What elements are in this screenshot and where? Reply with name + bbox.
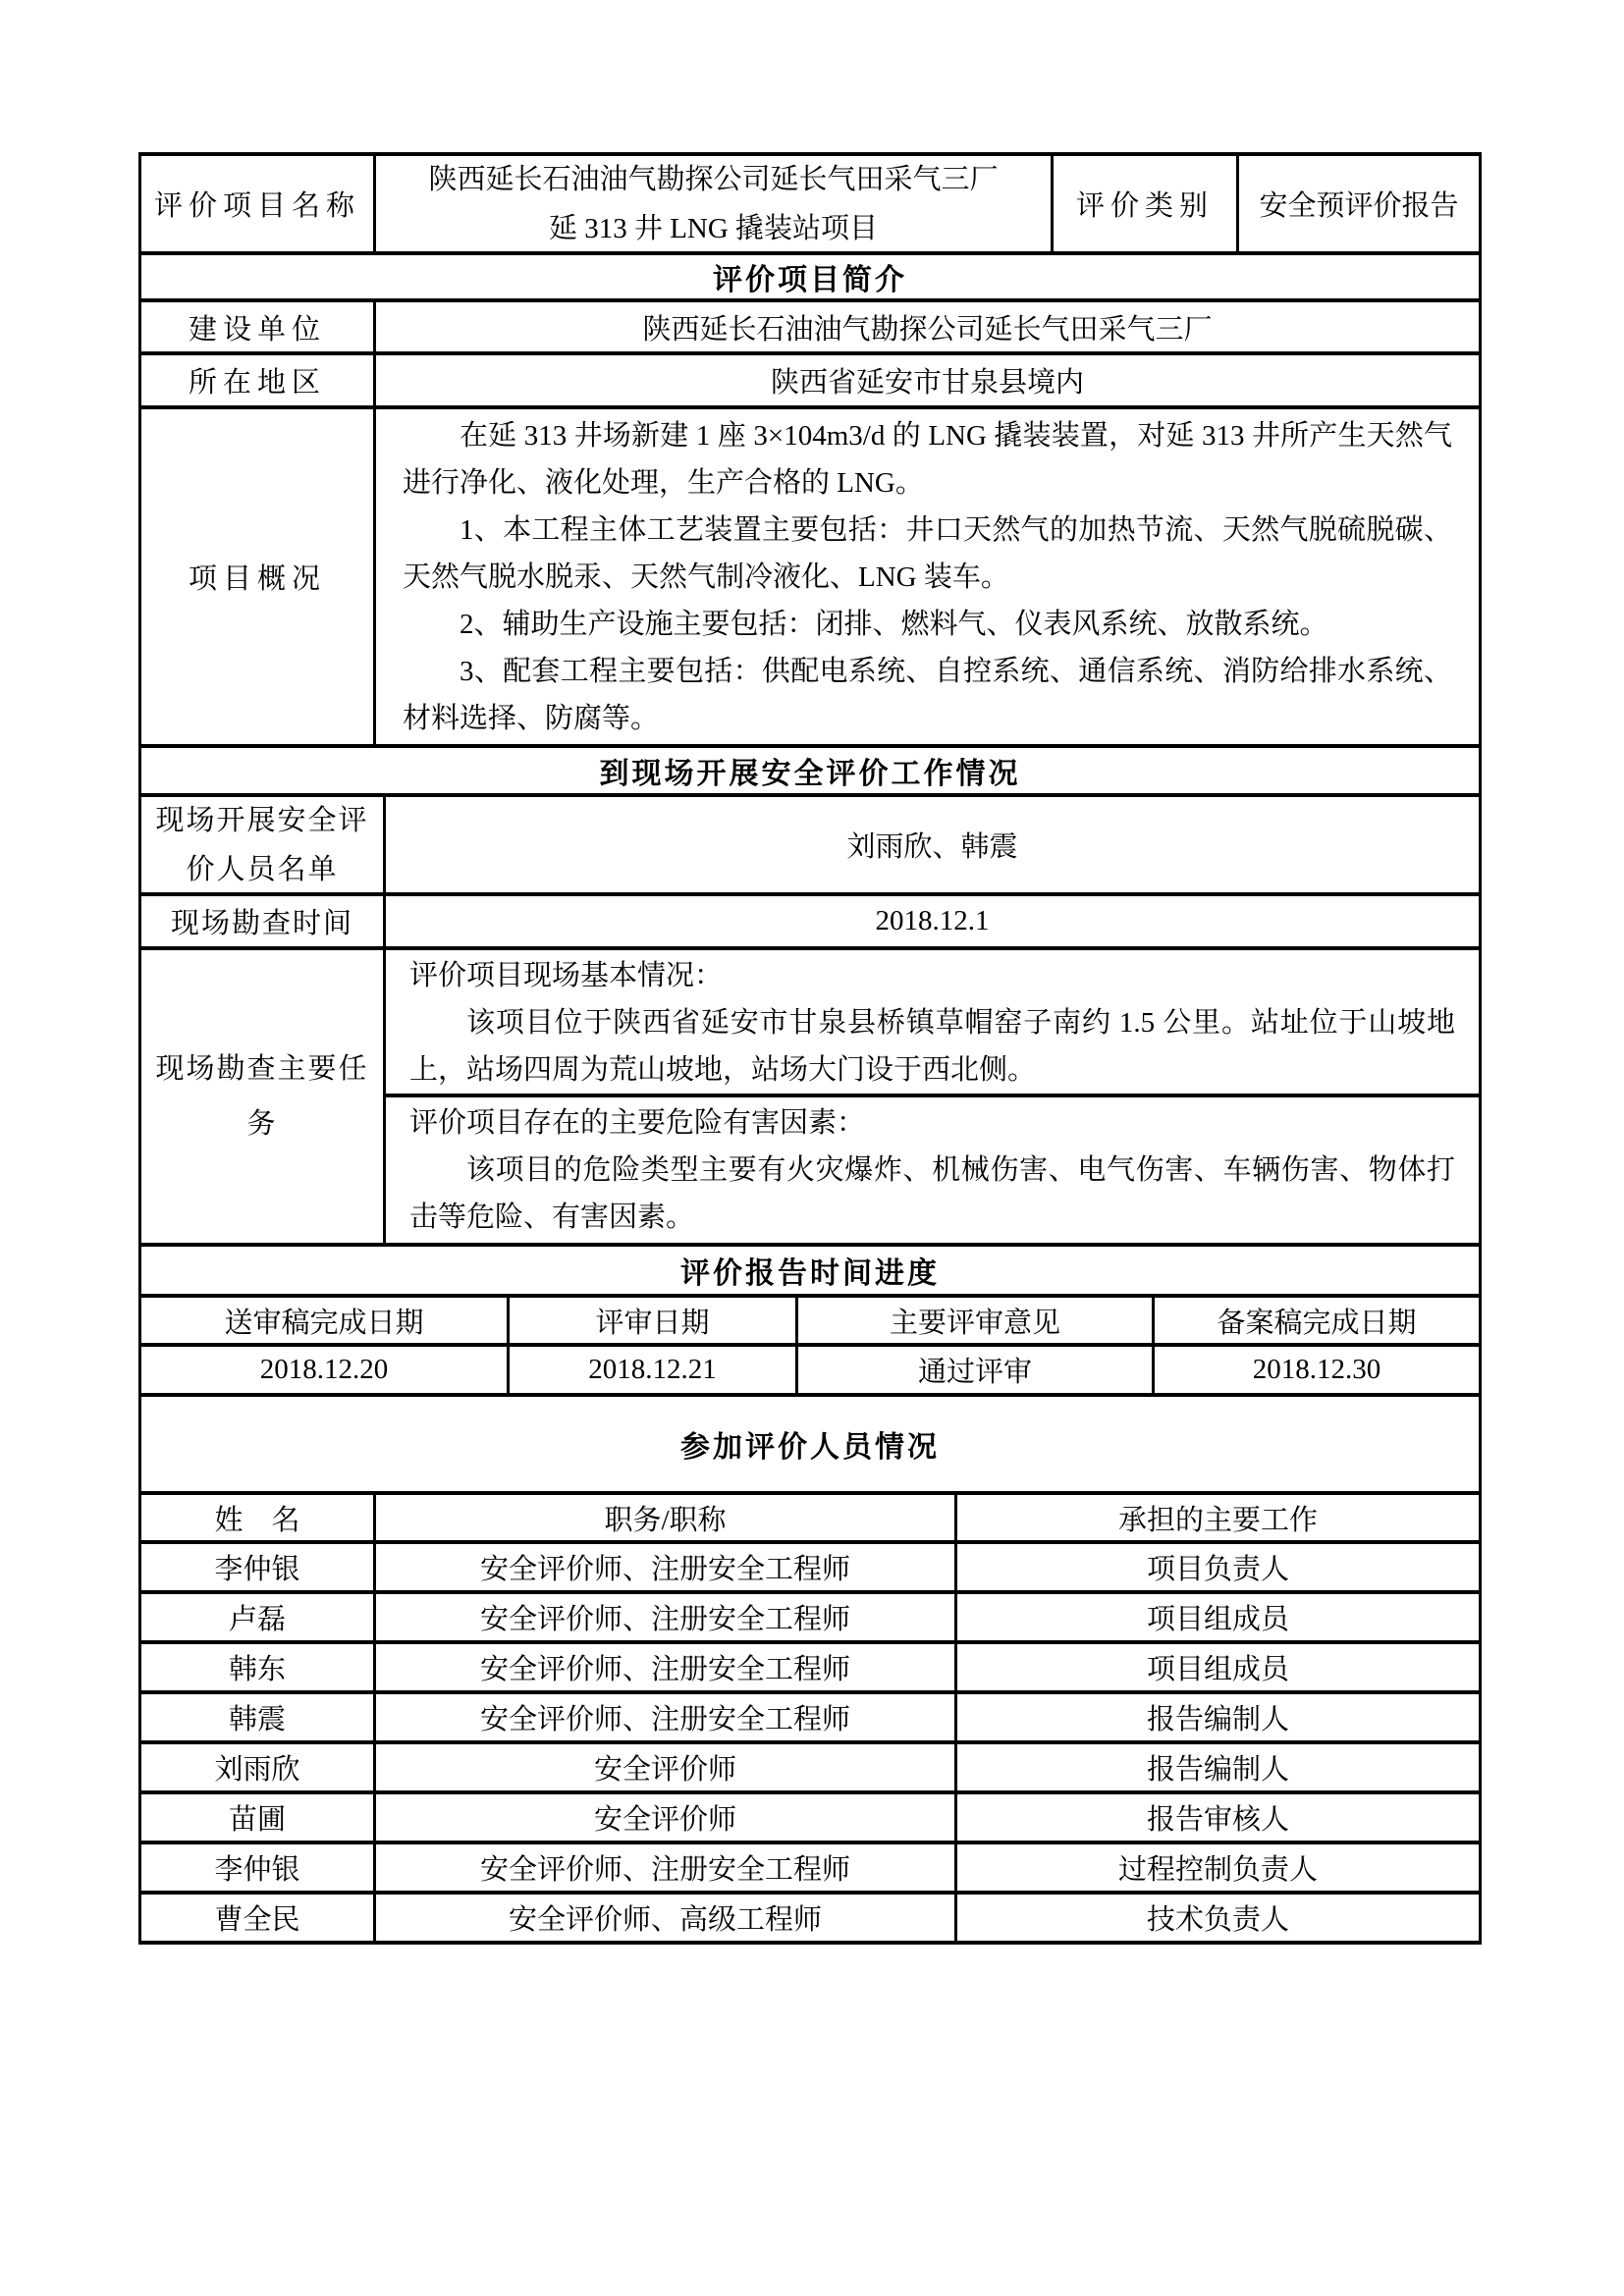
- table-row: [141, 302, 1479, 355]
- task-basic-cell: [386, 950, 1479, 1097]
- person-title: 安全评价师、注册安全工程师: [376, 1594, 957, 1640]
- staff-label: [141, 797, 386, 892]
- builder-label: 建设单位: [141, 302, 376, 351]
- overview-content: [376, 409, 1479, 744]
- overview-paragraph: 3、配套工程主要包括：供配电系统、自控系统、通信系统、消防给排水系统、材料选择、防腐等。: [403, 655, 1452, 734]
- person-role: 项目组成员: [1146, 1654, 1289, 1685]
- location-label: 所在地区: [141, 355, 376, 405]
- person-title: 安全评价师、高级工程师: [376, 1895, 957, 1941]
- section-header-intro: [141, 255, 1479, 302]
- table-row: [141, 797, 1479, 896]
- overview-paragraph: 1、本工程主体工艺装置主要包括：井口天然气的加热节流、天然气脱硫脱碳、天然气脱水脱汞、天然气制冷液化、LNG 装车。: [403, 513, 1452, 593]
- person-name: 苗圃: [141, 1794, 376, 1841]
- table-row: [141, 896, 1479, 950]
- column-header: 姓 名: [141, 1495, 376, 1540]
- column-header: 评审日期: [510, 1298, 798, 1343]
- project-name-line1: 陕西延长石油油气勘探公司延长气田采气三厂: [428, 163, 999, 195]
- task-content-column: [386, 950, 1479, 1243]
- person-name: 李仲银: [141, 1844, 376, 1891]
- evaluation-report-table: [138, 152, 1482, 1945]
- table-row: [141, 409, 1479, 748]
- person-title: 安全评价师、注册安全工程师: [376, 1694, 957, 1740]
- task-label: [141, 950, 386, 1243]
- column-header: 承担的主要工作: [1117, 1504, 1318, 1536]
- section-title: 到现场开展安全评价工作情况: [599, 758, 1021, 790]
- table-row: [141, 950, 1479, 1247]
- person-role: 项目组成员: [1146, 1604, 1289, 1635]
- person-title: 安全评价师、注册安全工程师: [376, 1544, 957, 1590]
- person-role: 报告审核人: [1146, 1804, 1289, 1836]
- person-name: 刘雨欣: [141, 1744, 376, 1790]
- table-row: [141, 1794, 1479, 1844]
- schedule-date: 2018.12.30: [1252, 1354, 1381, 1385]
- section-header-personnel: [141, 1397, 1479, 1495]
- table-row: [141, 1895, 1479, 1941]
- section-header-schedule: [141, 1247, 1479, 1298]
- project-name-label: 评价项目名称: [141, 156, 376, 251]
- column-header: 主要评审意见: [798, 1298, 1155, 1343]
- person-role: 技术负责人: [1146, 1904, 1289, 1936]
- location-value: 陕西省延安市甘泉县境内: [770, 367, 1084, 399]
- survey-date-label: 现场勘查时间: [141, 896, 386, 946]
- table-row: [141, 1594, 1479, 1644]
- task-hazard-cell: [386, 1097, 1479, 1243]
- task-hazard-title: 评价项目存在的主要危险有害因素：: [409, 1107, 866, 1139]
- table-row: [141, 1744, 1479, 1794]
- overview-paragraph: 2、辅助生产设施主要包括：闭排、燃料气、仪表风系统、放散系统。: [460, 608, 1328, 640]
- person-role: 过程控制负责人: [1117, 1854, 1318, 1886]
- table-row: [141, 1844, 1479, 1895]
- section-title: 参加评价人员情况: [680, 1431, 940, 1464]
- staff-label-line2: 价人员名单: [186, 853, 339, 885]
- schedule-date: 2018.12.20: [141, 1347, 510, 1393]
- overview-label: 项目概况: [141, 409, 376, 744]
- table-row: [141, 1644, 1479, 1694]
- person-name: 曹全民: [141, 1895, 376, 1941]
- builder-value: 陕西延长石油油气勘探公司延长气田采气三厂: [642, 313, 1213, 346]
- category-value: 安全预评价报告: [1259, 190, 1459, 222]
- section-title: 评价报告时间进度: [680, 1257, 940, 1290]
- personnel-header-row: [141, 1495, 1479, 1544]
- person-role: 报告编制人: [1146, 1704, 1289, 1735]
- category-label: 评价类别: [1054, 156, 1239, 251]
- column-header: 送审稿完成日期: [141, 1298, 510, 1343]
- section-title: 评价项目简介: [713, 264, 907, 296]
- person-role: 报告编制人: [1146, 1754, 1289, 1786]
- table-row: [141, 355, 1479, 409]
- schedule-value-row: [141, 1347, 1479, 1397]
- project-name-line2: 延 313 井 LNG 撬装站项目: [548, 212, 879, 244]
- person-title: 安全评价师、注册安全工程师: [376, 1644, 957, 1690]
- task-hazard-body: 该项目的危险类型主要有火灾爆炸、机械伤害、电气伤害、车辆伤害、物体打击等危险、有害因素。: [409, 1154, 1455, 1233]
- person-name: 韩东: [141, 1644, 376, 1690]
- table-row: [141, 1544, 1479, 1594]
- schedule-header-row: [141, 1298, 1479, 1347]
- survey-date-value: 2018.12.1: [875, 905, 990, 936]
- staff-label-line1: 现场开展安全评: [155, 804, 369, 836]
- task-label-line2: 务: [246, 1108, 278, 1140]
- table-row: [141, 1694, 1479, 1744]
- project-name-value: [376, 156, 1054, 251]
- schedule-date: 2018.12.21: [510, 1347, 798, 1393]
- overview-paragraph: 在延 313 井场新建 1 座 3×104m3/d 的 LNG 撬装装置，对延 313 井所产生天然气进行净化、液化处理，生产合格的 LNG。: [403, 419, 1452, 499]
- person-name: 李仲银: [141, 1544, 376, 1590]
- task-basic-title: 评价项目现场基本情况：: [409, 960, 724, 991]
- column-header: 职务/职称: [376, 1495, 957, 1540]
- task-basic-body: 该项目位于陕西省延安市甘泉县桥镇草帽窑子南约 1.5 公里。站址位于山坡地上，站场四周为荒山坡地，站场大门设于西北侧。: [409, 1007, 1455, 1086]
- task-label-line1: 现场勘查主要任: [155, 1053, 369, 1085]
- person-name: 韩震: [141, 1694, 376, 1740]
- person-title: 安全评价师: [376, 1794, 957, 1841]
- staff-value: 刘雨欣、韩震: [846, 831, 1018, 863]
- column-header: 备案稿完成日期: [1217, 1307, 1417, 1339]
- schedule-opinion: 通过评审: [798, 1347, 1155, 1393]
- person-name: 卢磊: [141, 1594, 376, 1640]
- person-title: 安全评价师、注册安全工程师: [376, 1844, 957, 1891]
- table-row: [141, 156, 1479, 255]
- section-header-site-work: [141, 748, 1479, 797]
- person-title: 安全评价师: [376, 1744, 957, 1790]
- person-role: 项目负责人: [1146, 1554, 1289, 1585]
